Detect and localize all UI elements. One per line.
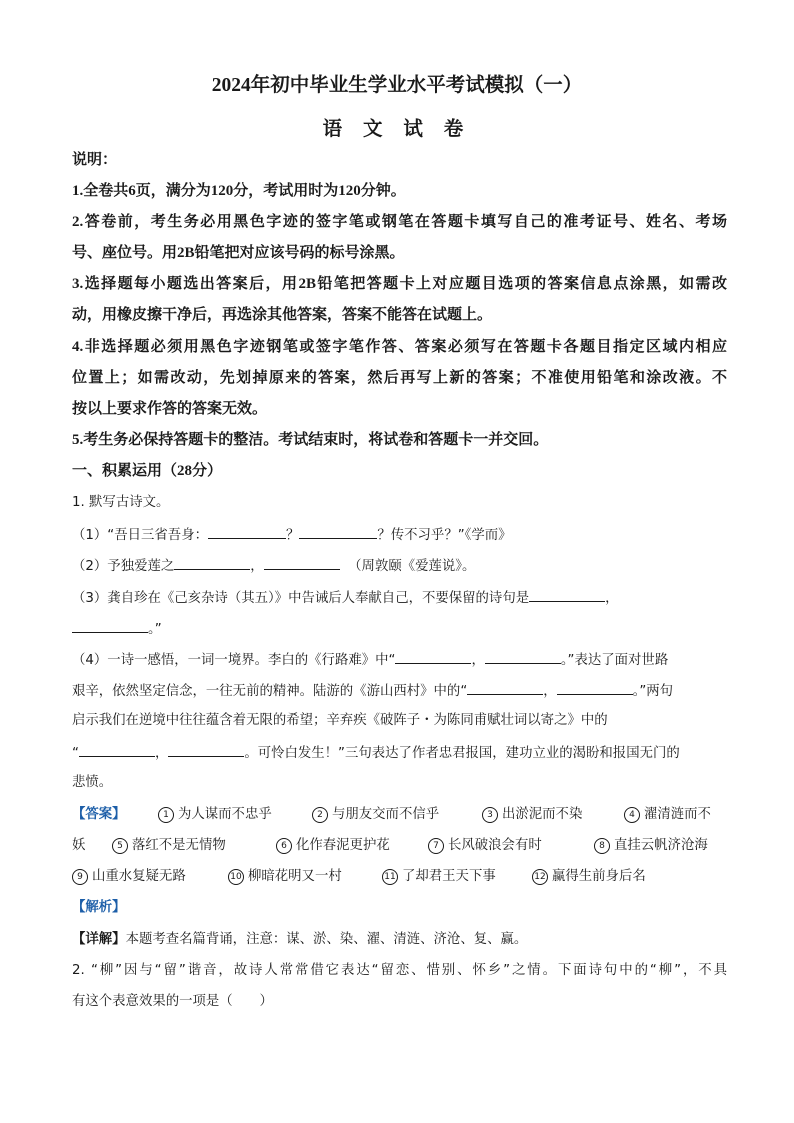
answer-blank [208, 524, 286, 539]
question-1-part-2: （2）予独爱莲之 ， （周敦颐《爱莲说》。 [72, 555, 727, 577]
question-1-part-4-line-4: “ ， 。可怜白发生！”三句表达了作者忠君报国，建功立业的渴盼和报国无门的 [72, 742, 727, 764]
answer-item: 1 为人谋而不忠乎 [158, 805, 272, 825]
answer-item: 5 落红不是无情物 [112, 836, 226, 856]
answer-blank [174, 555, 250, 570]
answer-item: 4 濯清涟而不 [624, 805, 711, 825]
instructions-heading: 说明： [72, 152, 118, 168]
answer-blank [395, 649, 471, 664]
answer-blank [79, 742, 155, 757]
answer-item: 8 直挂云帆济沧海 [594, 836, 708, 856]
question-1-part-4-line-5: 悲愤。 [72, 775, 113, 790]
answer-item: 2 与朋友交而不信乎 [312, 805, 439, 825]
instruction-item-3-line-1: 3.选择题每小题选出答案后，用2B铅笔把答题卡上对应题目选项的答案信息点涂黑，如需改 [72, 276, 727, 292]
answer-blank [485, 649, 561, 664]
instruction-item-1: 1.全卷共6页，满分为120分，考试用时为120分钟。 [72, 183, 406, 199]
answer-blank [557, 680, 633, 695]
answer-item-cont: 妖 [72, 838, 86, 853]
answer-item: 7 长风破浪会有时 [428, 836, 542, 856]
question-1-part-4-line-2: 艰辛，依然坚定信念，一往无前的精神。陆游的《游山西村》中的“ ， 。”两句 [72, 680, 727, 702]
answer-blank [467, 680, 543, 695]
instruction-item-4-line-1: 4.非选择题必须用黑色字迹钢笔或签字笔作答、答案必须写在答题卡各题目指定区域内相应 [72, 339, 727, 355]
question-1-part-4-line-3: 启示我们在逆境中往往蕴含着无限的希望；辛弃疾《破阵子・为陈同甫赋壮词以寄之》中的 [72, 713, 608, 728]
instruction-item-5: 5.考生务必保持答题卡的整洁。考试结束时，将试卷和答题卡一并交回。 [72, 432, 549, 448]
question-1-part-1: （1）“吾日三省吾身： ？ ？传不习乎？”《学而》 [72, 524, 727, 546]
section-heading: 一、积累运用（28分） [72, 463, 223, 479]
paper-subtitle: 语 文 试 卷 [322, 119, 472, 140]
answer-item: 12 赢得生前身后名 [532, 867, 646, 887]
instruction-item-3-line-2: 动，用橡皮擦干净后，再选涂其他答案，答案不能答在试题上。 [72, 307, 493, 323]
analysis-detail: 【详解】本题考查名篇背诵，注意：谋、淤、染、濯、清涟、济沧、复、赢。 [72, 932, 528, 947]
answer-item: 9 山重水复疑无路 [72, 867, 186, 887]
answer-blank [299, 524, 377, 539]
instruction-item-4-line-3: 按以上要求作答的答案无效。 [72, 401, 268, 417]
answer-item: 3 出淤泥而不染 [482, 805, 582, 825]
question-1-part-4-line-1: （4）一诗一感悟，一词一境界。李白的《行路难》中“ ， 。”表达了面对世路 [72, 649, 727, 671]
question-2-line-1: 2. “柳”因与“留”谐音，故诗人常常借它表达“留恋、惜别、怀乡”之情。下面诗句中的“柳”，不具 [72, 963, 727, 978]
answer-blank [264, 555, 340, 570]
question-2-line-2: 有这个表意效果的一项是（ ） [72, 994, 273, 1009]
instruction-item-4-line-2: 位置上；如需改动，先划掉原来的答案，然后再写上新的答案；不准使用铅笔和涂改液。不 [72, 370, 727, 386]
answer-item: 10 柳暗花明又一村 [228, 867, 342, 887]
answer-tag: 【答案】 [72, 807, 126, 822]
answer-item: 6 化作春泥更护花 [276, 836, 390, 856]
question-1-part-3: （3）龚自珍在《己亥杂诗（其五）》中告诫后人奉献自己，不要保留的诗句是 ， [72, 587, 727, 609]
analysis-tag: 【解析】 [72, 900, 126, 915]
answer-blank [168, 742, 244, 757]
instruction-item-2-line-1: 2.答卷前，考生务必用黑色字迹的签字笔或钢笔在答题卡填写自己的准考证号、姓名、考场 [72, 214, 727, 230]
answer-blank [72, 618, 148, 633]
instruction-item-2-line-2: 号、座位号。用2B铅笔把对应该号码的标号涂黑。 [72, 245, 405, 261]
answer-blank [529, 587, 605, 602]
answer-item: 11 了却君王天下事 [382, 867, 496, 887]
question-1-part-3-cont: 。” [72, 618, 727, 640]
exam-title: 2024年初中毕业生学业水平考试模拟（一） [211, 75, 583, 96]
question-1-stem: 1. 默写古诗文。 [72, 495, 170, 510]
